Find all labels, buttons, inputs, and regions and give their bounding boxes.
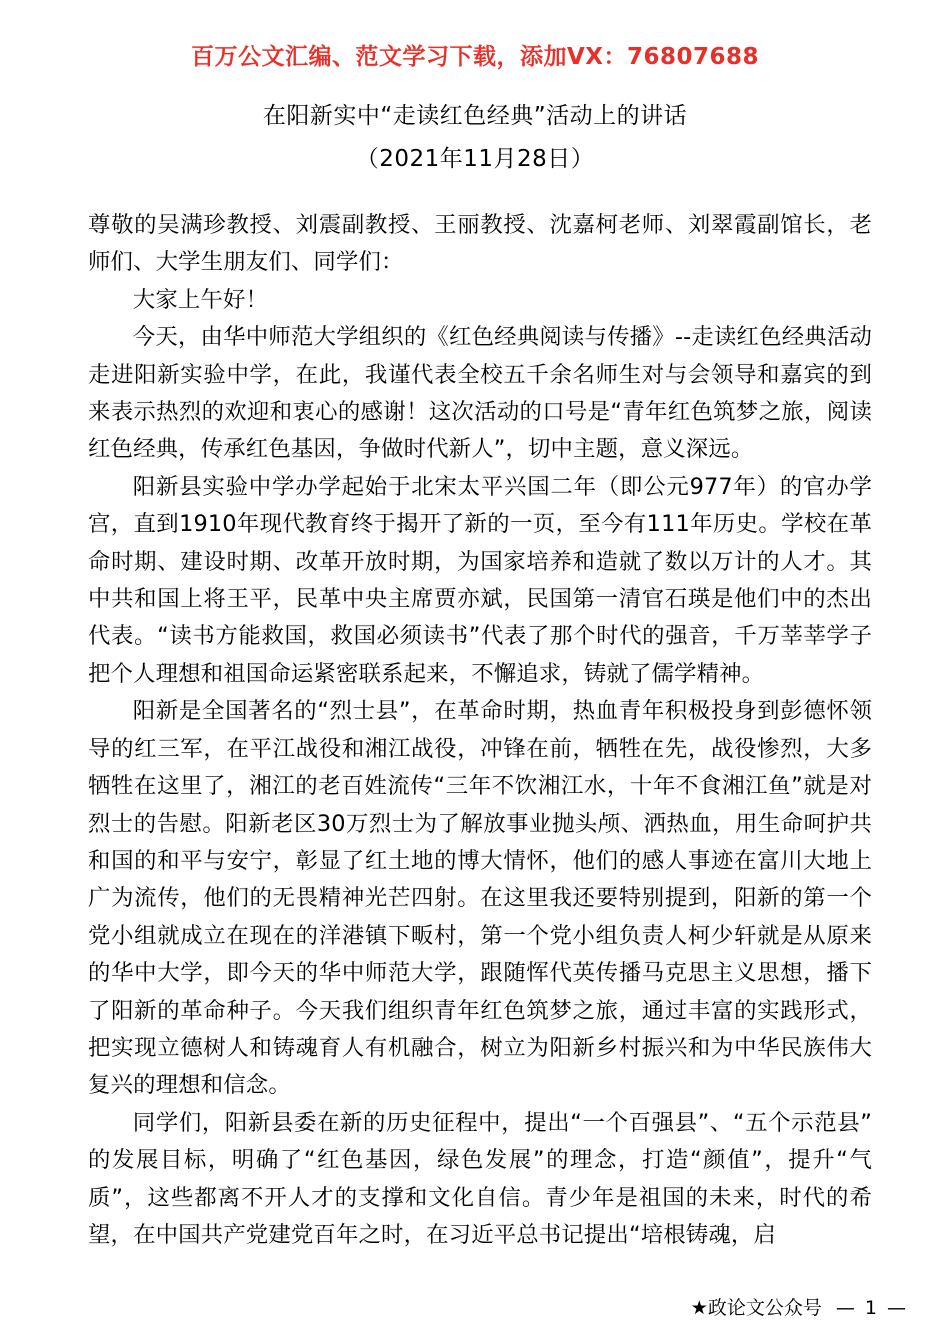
paragraph-martyrs: 阳新是全国著名的“烈士县”，在革命时期，热血青年积极投身到彭德怀领导的红三军，在平江战役和湘江战役，冲锋在前，牺牲在先，战役惨烈，大多牺牲在这里了，湘江的老百姓流传“三年不饮湘江水，十年不食湘江鱼”就是对烈士的告慰。阳新老区30万烈士为了解放事业抛头颅、洒热血，用生命呵护共和国的和平与安宁，彰显了红土地的博大情怀，他们的感人事迹在富川大地上广为流传，他们的无畏精神光芒四射。在这里我还要特别提到，阳新的第一个党小组就成立在现在的洋港镇下畈村，第一个党小组负责人柯少轩就是从原来的华中大学，即今天的华中师范大学，跟随恽代英传播马克思主义思想，播下了阳新的革命种子。今天我们组织青年红色筑梦之旅，通过丰富的实践形式，把实现立德树人和铸魂育人有机融合，树立为阳新乡村振兴和为中华民族伟大复兴的理想和信念。 bbox=[88, 698, 872, 1099]
page-title: 在阳新实中“走读红色经典”活动上的讲话 bbox=[262, 103, 688, 129]
paragraph-school-history: 阳新县实验中学办学起始于北宋太平兴国二年（即公元977年）的官办学宫，直到1910年现代教育终于揭开了新的一页，至今有111年历史。学校在革命时期、建设时期、改革开放时期，为国家培养和造就了数以万计的人才。其中共和国上将王平，民革中央主席贾亦斌，民国第一清官石瑛是他们中的杰出代表。“读书方能救国，救国必须读书”代表了那个时代的强音，千万莘莘学子把个人理想和祖国命运紧密联系起来，不懈追求，铸就了儒学精神。 bbox=[88, 473, 872, 687]
paragraph-greeting: 大家上午好！ bbox=[132, 286, 269, 313]
footer-brand: ★政论文公众号 bbox=[690, 1297, 822, 1319]
document-body bbox=[88, 207, 872, 1254]
page-footer bbox=[0, 1293, 950, 1320]
paragraph-today: 今天，由华中师范大学组织的《红色经典阅读与传播》--走读红色经典活动走进阳新实验中学，在此，我谨代表全校五千余名师生对与会领导和嘉宾的到来表示热烈的欢迎和衷心的感谢！这次活动的口号是“青年红色筑梦之旅，阅读红色经典，传承红色基因，争做时代新人”，切中主题，意义深远。 bbox=[88, 324, 872, 463]
page-number: — 1 — bbox=[835, 1297, 908, 1319]
promo-header-text: 百万公文汇编、范文学习下载，添加VX：76807688 bbox=[190, 44, 760, 70]
document-date: （2021年11月28日） bbox=[355, 146, 595, 172]
paragraph-salutation: 尊敬的吴满珍教授、刘震副教授、王丽教授、沈嘉柯老师、刘翠霞副馆长，老师们、大学生朋友们、同学们： bbox=[88, 212, 872, 276]
paragraph-county-goals: 同学们，阳新县委在新的历史征程中，提出“一个百强县”、“五个示范县”的发展目标，明确了“红色基因，绿色发展”的理念，打造“颜值”，提升“气质”，这些都离不开人才的支撑和文化自信。青少年是祖国的未来，时代的希望，在中国共产党建党百年之时，在习近平总书记提出“培根铸魂，启 bbox=[88, 1109, 872, 1248]
